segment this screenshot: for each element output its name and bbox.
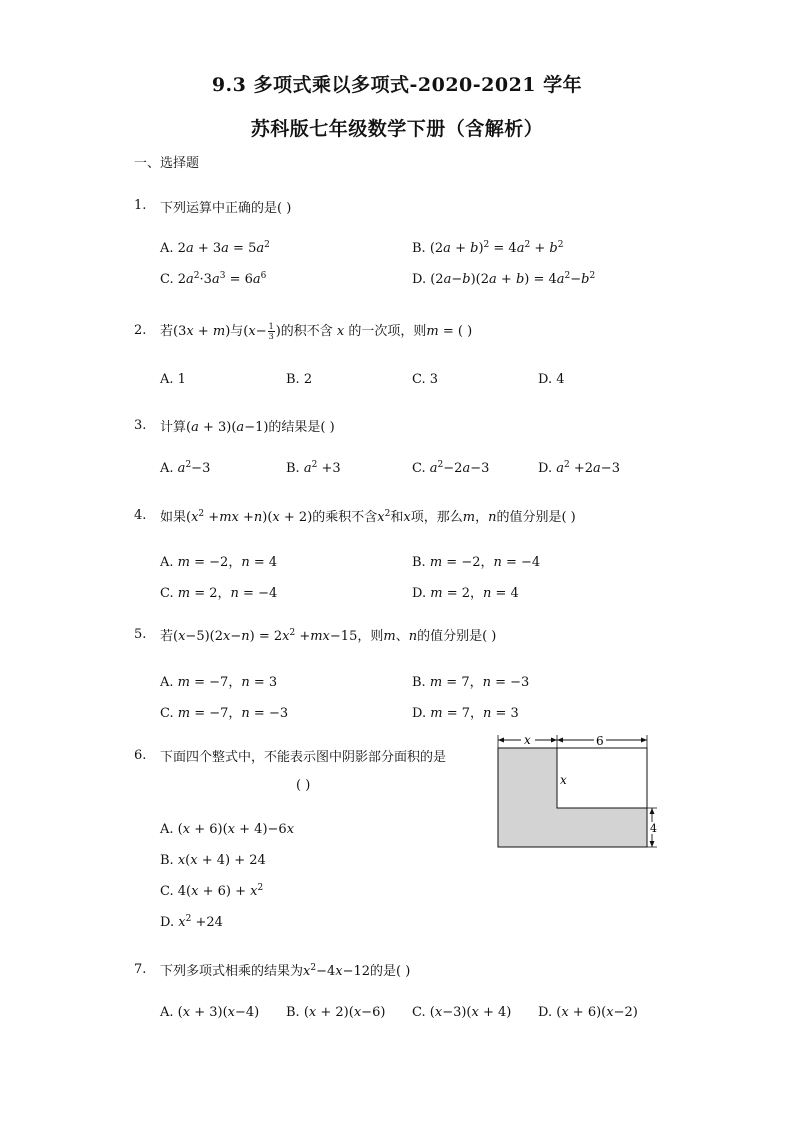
question-6-text: 下面四个整式中，不能表示图中阴影部分面积的是 — [160, 750, 447, 765]
question-2-option-a[interactable]: A. 1 — [160, 372, 186, 387]
question-3-option-a[interactable]: A. $a^2-3$ — [160, 460, 211, 476]
section-heading: 一、选择题 — [134, 156, 200, 171]
question-5-number: 5. — [134, 627, 147, 642]
question-1-option-a[interactable]: A. $2a + 3a = 5a^2$ — [160, 240, 270, 256]
question-1-option-b[interactable]: B. $(2a + b)^2 = 4a^2 + b^2$ — [412, 240, 564, 256]
fraction-one-third: $\frac{1}{3}$ — [268, 322, 274, 341]
arrowhead — [551, 738, 557, 743]
figure-label-x-side: x — [560, 773, 567, 787]
figure-label-6: 6 — [596, 734, 604, 748]
question-2-text: 若(3x + m)与(x− $\frac{1}{3}$ )的积不含 x 的一次项，则m = ( ) — [160, 322, 473, 341]
question-2-number: 2. — [134, 323, 147, 338]
question-4-option-d[interactable]: D. m = 2，n = 4 — [412, 586, 519, 601]
question-6-number: 6. — [134, 748, 147, 763]
question-5-option-d[interactable]: D. m = 7，n = 3 — [412, 706, 519, 721]
title-line-2: 苏科版七年级数学下册（含解析） — [250, 118, 544, 140]
figure-label-x-top: x — [524, 733, 531, 747]
arrowhead — [650, 841, 655, 847]
title-line-1: 9.3 多项式乘以多项式-2020-2021 学年 — [211, 74, 583, 96]
question-1-option-d[interactable]: D. $(2a-b)(2a + b) = 4a^2-b^2$ — [412, 271, 596, 287]
question-6-option-d[interactable]: D. $x^2 +24$ — [160, 914, 223, 930]
question-3-option-b[interactable]: B. $a^2 +3$ — [286, 460, 341, 476]
shaded-region — [498, 748, 647, 847]
question-1-text: 下列运算中正确的是( ) — [160, 201, 292, 216]
question-5-option-c[interactable]: C. m = −7，n = −3 — [160, 706, 289, 721]
question-1-number: 1. — [134, 198, 147, 213]
arrowhead — [498, 738, 504, 743]
question-4-number: 4. — [134, 508, 147, 523]
arrowhead — [650, 808, 655, 814]
question-1-option-c[interactable]: C. $2a^2\cdot 3a^3 = 6a^6$ — [160, 271, 267, 287]
arrowhead — [641, 738, 647, 743]
question-3-text: 计算(a + 3)(a−1)的结果是( ) — [160, 420, 335, 435]
figure-label-4: 4 — [650, 822, 657, 835]
question-2-option-c[interactable]: C. 3 — [412, 372, 439, 387]
question-7-number: 7. — [134, 962, 147, 977]
question-7-option-c[interactable]: C. (x−3)(x + 4) — [412, 1005, 512, 1020]
question-7-option-a[interactable]: A. (x + 3)(x−4) — [160, 1005, 260, 1020]
question-7-option-d[interactable]: D. (x + 6)(x−2) — [538, 1005, 638, 1020]
question-4-option-c[interactable]: C. m = 2，n = −4 — [160, 586, 278, 601]
question-6-option-a[interactable]: A. (x + 6)(x + 4)−6x — [160, 822, 295, 837]
question-2-option-b[interactable]: B. 2 — [286, 372, 313, 387]
question-4-option-b[interactable]: B. m = −2，n = −4 — [412, 555, 541, 570]
shaded-area-figure — [494, 733, 664, 853]
arrowhead — [557, 738, 563, 743]
question-7-text: 下列多项式相乘的结果为$x^2-4x-12$的是( ) — [160, 963, 411, 979]
question-5-text: 若$(x-5)(2x-n) = 2x^2 +mx-15$，则m、n的值分别是( ) — [160, 628, 497, 644]
question-3-option-c[interactable]: C. $a^2-2a-3$ — [412, 460, 490, 476]
question-4-text: 如果$(x^2 +mx +n)(x + 2)$的乘积不含$x^2$和x项，那么m，n的值分别是( ) — [160, 509, 576, 525]
question-6-option-b[interactable]: B. x(x + 4) + 24 — [160, 853, 266, 868]
question-2-option-d[interactable]: D. 4 — [538, 372, 565, 387]
question-4-option-a[interactable]: A. m = −2，n = 4 — [160, 555, 278, 570]
question-3-option-d[interactable]: D. $a^2 +2a-3$ — [538, 460, 620, 476]
question-5-option-a[interactable]: A. m = −7，n = 3 — [160, 675, 278, 690]
question-5-option-b[interactable]: B. m = 7，n = −3 — [412, 675, 530, 690]
question-6-answer-paren: ( ) — [296, 778, 311, 793]
question-7-option-b[interactable]: B. (x + 2)(x−6) — [286, 1005, 386, 1020]
question-6-option-c[interactable]: C. $4(x + 6) + x^2$ — [160, 883, 264, 899]
question-3-number: 3. — [134, 418, 147, 433]
